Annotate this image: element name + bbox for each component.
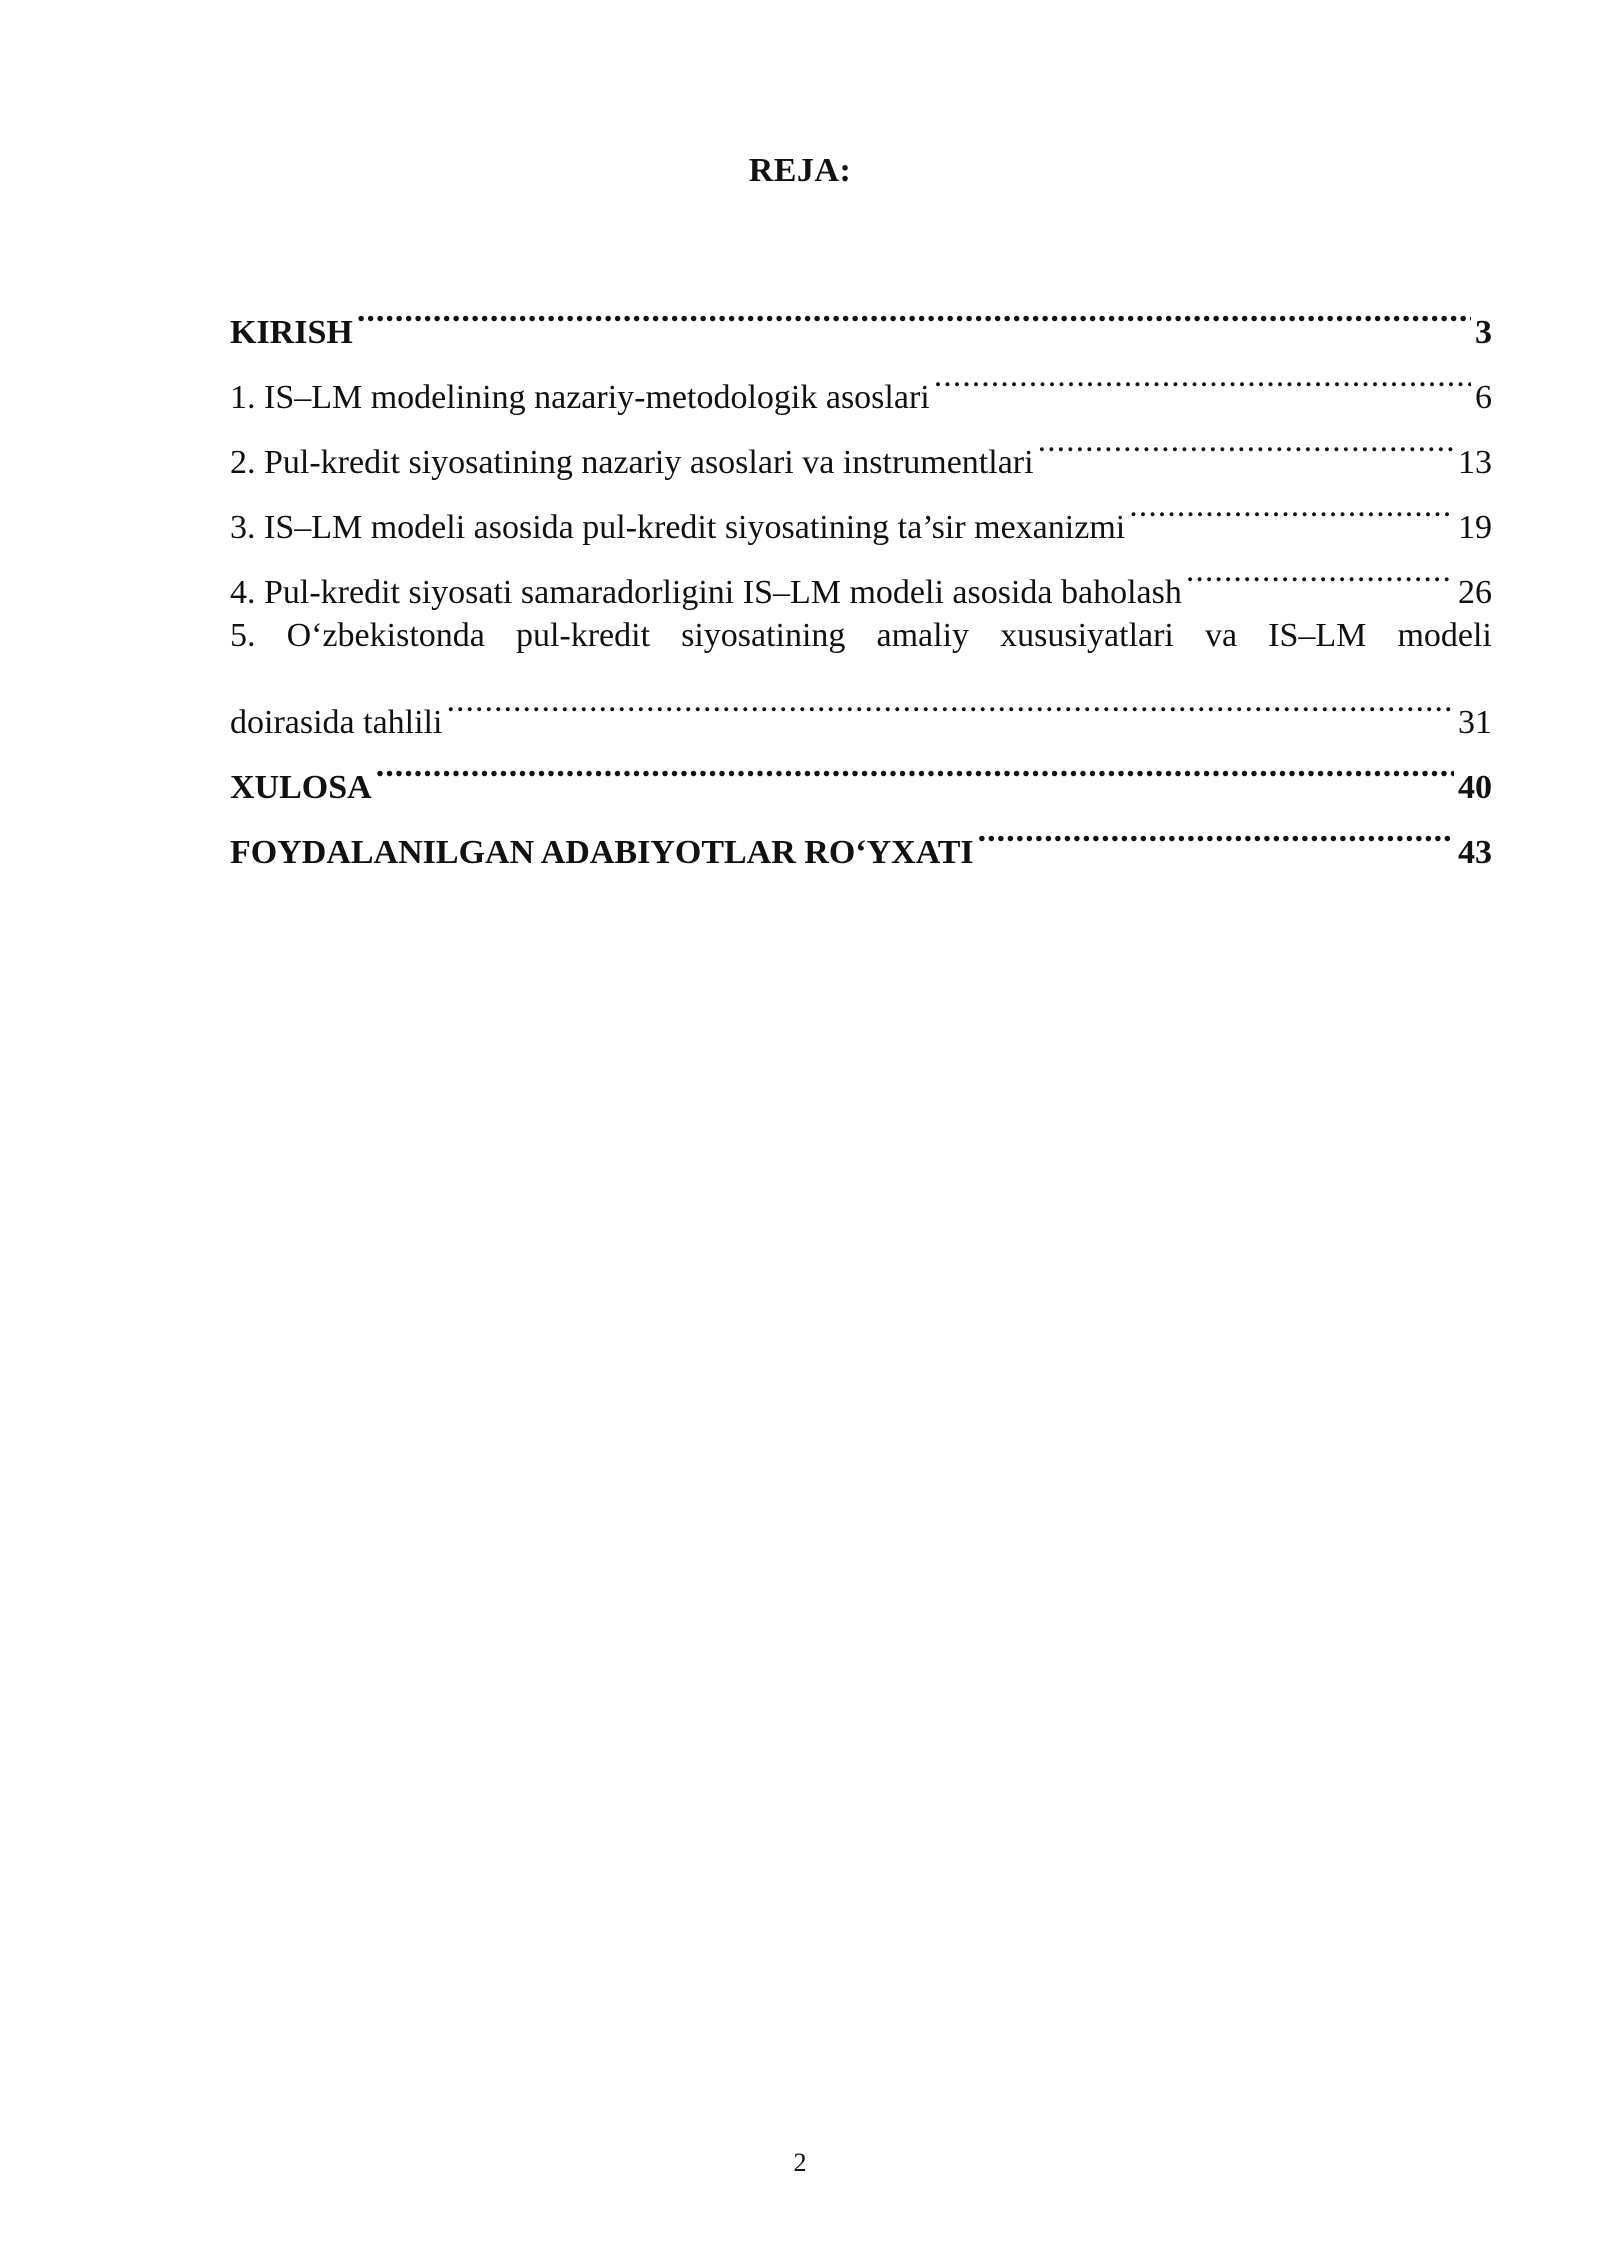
toc-leader-dots xyxy=(376,733,1454,798)
toc-entry-label-line2 xyxy=(230,668,1492,741)
toc-entry-label: XULOSA xyxy=(230,769,372,806)
toc-entry-label: 4. Pul-kredit siyosati samaradorligini IS–LM modeli asosida baholash xyxy=(230,574,1182,611)
toc-word: modeli xyxy=(1397,617,1492,654)
toc-leader-dots xyxy=(978,798,1454,863)
toc-entry-page: 31 xyxy=(1458,704,1492,741)
toc-entry-page: 6 xyxy=(1475,379,1492,416)
toc-entry-label: 3. IS–LM modeli asosida pul-kredit siyosatining ta’sir mexanizmi xyxy=(230,509,1126,546)
toc-entry-page: 40 xyxy=(1458,769,1492,806)
toc-word: siyosatining xyxy=(681,617,846,654)
toc-entry-page: 3 xyxy=(1475,314,1492,351)
toc-entry-label: KIRISH xyxy=(230,314,353,351)
toc-entry-label: doirasida tahlili xyxy=(230,704,443,741)
toc-entry-label: FOYDALANILGAN ADABIYOTLAR RO‘YXATI xyxy=(230,834,974,871)
toc-leader-dots xyxy=(1186,538,1454,603)
toc-entry-xulosa[interactable] xyxy=(230,733,1492,806)
table-of-contents xyxy=(230,278,1492,871)
toc-entry-label: 2. Pul-kredit siyosatining nazariy asoslari va instrumentlari xyxy=(230,444,1034,481)
toc-leader-dots xyxy=(934,343,1471,408)
toc-leader-dots xyxy=(1129,473,1454,538)
toc-entry-kirish[interactable] xyxy=(230,278,1492,351)
toc-leader-dots xyxy=(1038,408,1454,473)
toc-word: O‘zbekistonda xyxy=(286,617,485,654)
toc-entry-label: 1. IS–LM modelining nazariy-metodologik asoslari xyxy=(230,379,930,416)
page-number: 2 xyxy=(793,2148,807,2177)
toc-entry-1[interactable] xyxy=(230,343,1492,416)
toc-word: xususiyatlari xyxy=(1000,617,1174,654)
page-title: REJA: xyxy=(748,152,852,189)
toc-word: 5. xyxy=(230,617,256,654)
toc-word: IS–LM xyxy=(1268,617,1367,654)
toc-word: pul-kredit xyxy=(515,617,651,654)
toc-entry-page: 26 xyxy=(1458,574,1492,611)
toc-entry-page: 43 xyxy=(1458,834,1492,871)
toc-word: va xyxy=(1204,617,1238,654)
toc-leader-dots xyxy=(357,278,1471,343)
toc-entry-page: 13 xyxy=(1458,444,1492,481)
toc-entry-page: 19 xyxy=(1458,509,1492,546)
toc-leader-dots xyxy=(446,668,1454,733)
toc-entry-references[interactable] xyxy=(230,798,1492,871)
toc-word: amaliy xyxy=(876,617,970,654)
